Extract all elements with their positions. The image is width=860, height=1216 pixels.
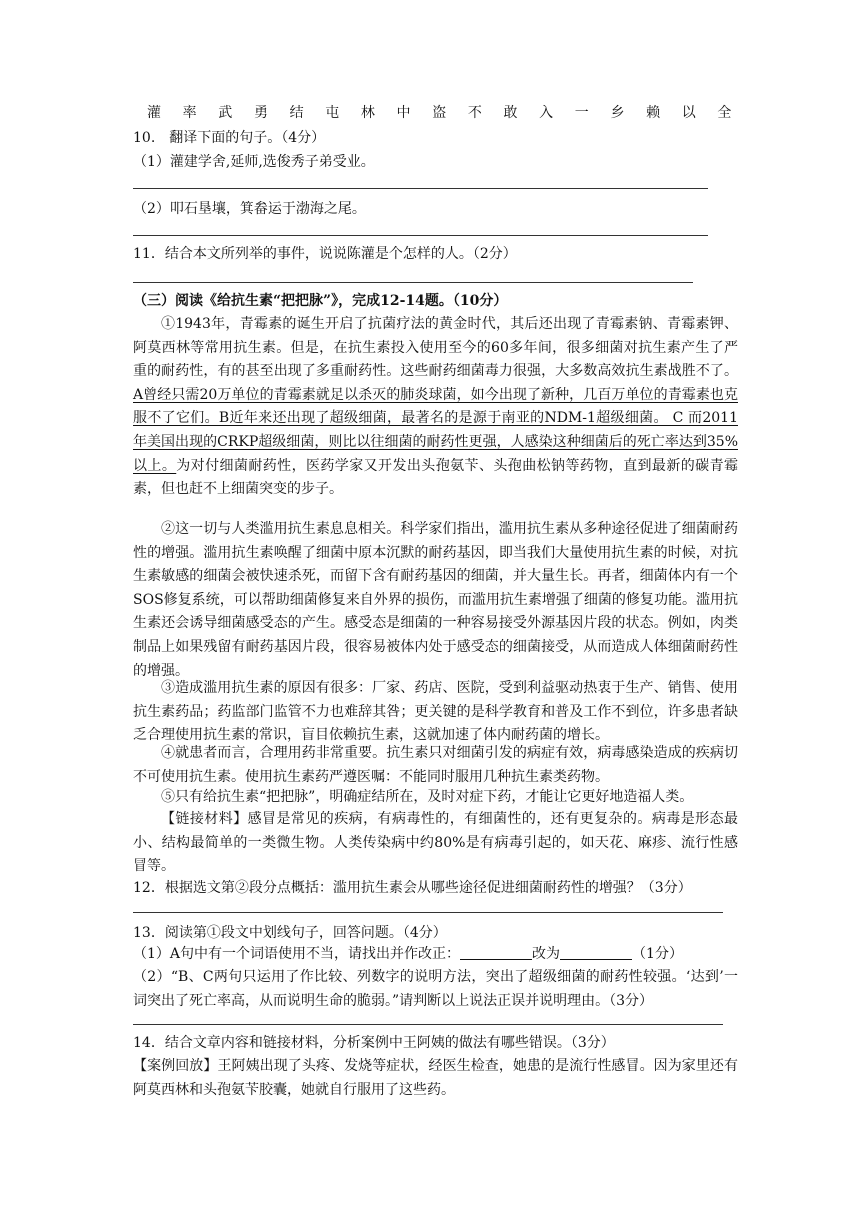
question-13-sub-2: （2）“B、C两句只运用了作比较、列数字的说明方法，突出了超级细菌的耐药性较强。‘达到’一词突出了死亡率高，从而说明生命的脆弱。”请判断以上说法正误并说明理由。（3分） [133, 969, 738, 1009]
answer-line [133, 1024, 723, 1025]
question-12-prompt: 12．根据选文第②段分点概括：滥用抗生素会从哪些途径促进细菌耐药性的增强？（3分） [133, 880, 692, 896]
underlined-sentences: A曾经只需20万单位的青霉素就足以杀灭的肺炎球菌，如今出现了新种，几百万单位的青霉素也克服不了它们。B近年来还出现了超级细菌，最著名的是源于南亚的NDM-1超级细菌。 C 而2011年美国出现的CRKP超级细菌，则比以往细菌的耐药性更强，人感染这种细菌后的死亡率达到35%以上。 [133, 386, 738, 474]
case-review-text: 王阿姨出现了头疼、发烧等症状，经医生检查，她患的是流行性感冒。因为家里还有阿莫西林和头孢氨苄胶囊，她就自行服用了这些药。 [133, 1058, 739, 1098]
paragraph-5: ⑤只有给抗生素“把把脉”，明确症结所在，及时对症下药，才能让它更好地造福人类。 [161, 789, 694, 805]
case-review-label: 【案例回放】 [133, 1058, 218, 1074]
question-13-prompt: 13．阅读第①段文中划线句子，回答问题。（4分） [133, 925, 447, 941]
paragraph-4: ④就患者而言，合理用药非常重要。抗生素只对细菌引发的病症有效，病毒感染造成的疾病切不可使用抗生素。使用抗生素药严遵医嘱：不能同时服用几种抗生素类药物。 [133, 745, 738, 785]
question-10-sentence-1: （1）灌建学舍,延师,选俊秀子弟受业。 [133, 154, 375, 170]
question-10-sentence-2: （2）叩石垦壤，箕畚运于渤海之尾。 [133, 201, 366, 217]
answer-line [133, 282, 693, 283]
paragraph-1-tail: 为对付细菌耐药性，医药学家又开发出头孢氨苄、头孢曲松钠等药物，直到最新的碳青霉素，但也赶不上细菌突变的步子。 [133, 457, 739, 498]
fill-blank-correct-word [560, 945, 632, 960]
answer-line [133, 188, 708, 189]
paragraph-3: ③造成滥用抗生素的原因有很多：厂家、药店、医院，受到利益驱动热衷于生产、销售、使用抗生素药品；药监部门监管不力也难辞其咎；更关键的是科学教育和普及工作不到位，许多患者缺乏合理使用抗生素的常识，盲目依赖抗生素，这就加速了体内耐药菌的增长。 [133, 680, 738, 744]
answer-line [133, 912, 723, 913]
paragraph-1-text: ①1943年，青霉素的诞生开启了抗菌疗法的黄金时代，其后还出现了青霉素钠、青霉素钾、阿莫西林等常用抗生素。但是，在抗生素投入使用至今的60多年间，很多细菌对抗生素产生了严重的耐药性，有的甚至出现了多重耐药性。这些耐药细菌毒力很强，大多数高效抗生素战胜不了。 [133, 316, 738, 380]
classical-words-row: 灌 率 武 勇 结 屯 林 中 盗 不 敢 入 一 乡 赖 以 全 [147, 105, 741, 121]
answer-line [133, 235, 708, 236]
question-10-prompt: 10. 翻译下面的句子。（4分） [133, 130, 326, 146]
paragraph-2: ②这一切与人类滥用抗生素息息相关。科学家们指出，滥用抗生素从多种途径促进了细菌耐药性的增强。滥用抗生素唤醒了细菌中原本沉默的耐药基因，即当我们大量使用抗生素的时候，对抗生素敏感的细菌会被快速杀死，而留下含有耐药基因的细菌，并大量生长。再者，细菌体内有一个SOS修复系统，可以帮助细菌修复来自外界的损伤，而滥用抗生素增强了细菌的修复功能。滥用抗生素还会诱导细菌感受态的产生。感受态是细菌的一种容易接受外源基因片段的状态。例如，肉类制品上如果残留有耐药基因片段，很容易被体内处于感受态的细菌接受，从而造成人体细菌耐药性的增强。 [133, 521, 738, 679]
link-material-text: 感冒是常见的疾病，有病毒性的，有细菌性的，还有更复杂的。病毒是形态最小、结构最简单的一类微生物。人类传染病中约80%是有病毒引起的，如天花、麻疹、流行性感冒等。 [133, 811, 739, 875]
question-13-sub-1 [133, 944, 683, 965]
paragraph-1 [133, 313, 738, 502]
section-3-heading: （三）阅读《给抗生素“把把脉”》，完成12-14题。（10分） [133, 293, 508, 309]
case-review [133, 1055, 738, 1102]
fill-blank-wrong-word [460, 945, 532, 960]
link-material [133, 808, 738, 879]
question-11-prompt: 11．结合本文所列举的事件，说说陈灌是个怎样的人。（2分） [133, 246, 517, 262]
question-14-prompt: 14．结合文章内容和链接材料，分析案例中王阿姨的做法有哪些错误。（3分） [133, 1035, 615, 1051]
question-13-sub-1-text: （1）A句中有一个词语使用不当，请找出并作改正： [133, 946, 461, 962]
change-to-label: 改为 [532, 946, 561, 962]
link-material-label: 【链接材料】 [161, 811, 248, 827]
score-note: （1分） [632, 946, 683, 962]
